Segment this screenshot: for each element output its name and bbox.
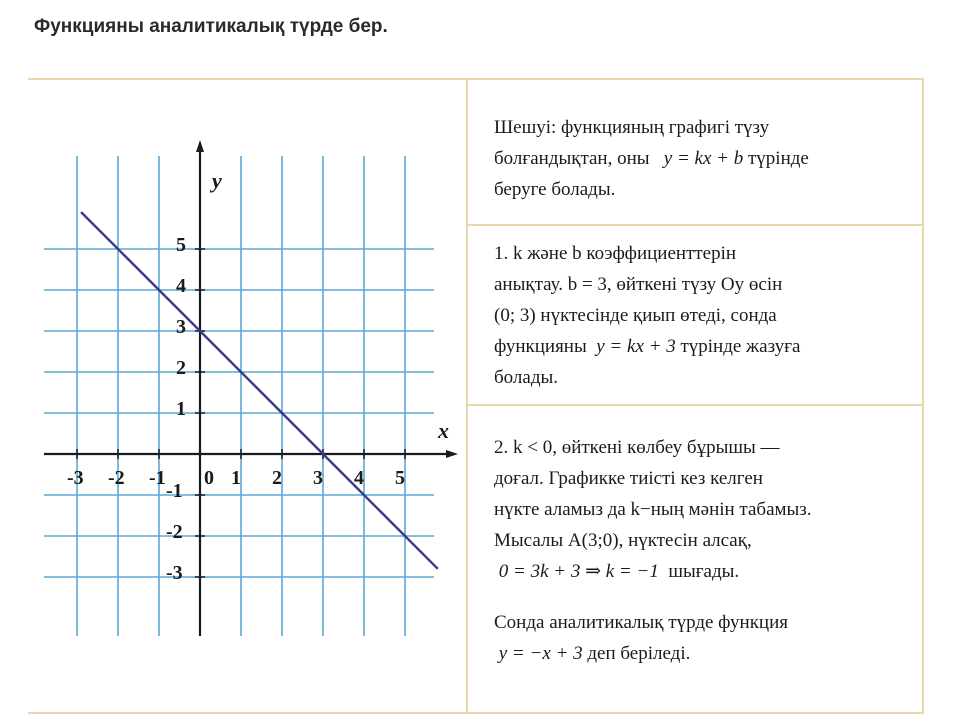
- x-axis-arrow: [446, 450, 458, 458]
- formula-final: y = −x + 3: [498, 643, 583, 664]
- intro-line-2: [494, 143, 904, 174]
- step2-line-7-tail: деп беріледі.: [587, 643, 691, 664]
- x-tick-label: -1: [149, 467, 166, 489]
- solution-step-intro: [468, 80, 922, 226]
- spacer: [494, 587, 904, 607]
- formula-solve-k: 0 = 3k + 3 ⇒ k = −1: [498, 561, 659, 582]
- x-tick-label: -3: [67, 467, 84, 489]
- y-tick-label: 1: [176, 398, 186, 420]
- step1-line-3: (0; 3) нүктесінде қиып өтеді, сонда: [494, 305, 777, 326]
- step2-line-3: нүкте аламыз да k−ның мәнін табамыз.: [494, 499, 812, 520]
- step2-line-6: Сонда аналитикалық түрде функция: [494, 612, 788, 633]
- y-tick-label: -1: [166, 480, 183, 502]
- intro-line-2-text: болғандықтан, оны: [494, 148, 650, 169]
- x-tick-label: 2: [272, 467, 282, 489]
- intro-line-3: беруге болады.: [494, 179, 616, 200]
- step2-line-7: [494, 638, 904, 669]
- step2-line-4: Мысалы A(3;0), нүктесін алсақ,: [494, 530, 752, 551]
- y-tick-label: -3: [166, 562, 183, 584]
- formula-y-kx-b: y = kx + b: [663, 148, 744, 169]
- x-tick-label: 5: [395, 467, 405, 489]
- function-line: [81, 212, 438, 569]
- y-axis-arrow: [196, 140, 204, 152]
- step1-line-4-tail: түрінде жазуға: [680, 336, 801, 357]
- step2-line-2: доғал. Графикке тиісті кез келген: [494, 468, 763, 489]
- page-title: Функцияны аналитикалық түрде бер.: [34, 16, 388, 37]
- intro-line-1: Шешуі: функцияның графигі түзу: [494, 117, 770, 138]
- solution-panel: [466, 80, 924, 712]
- intro-line-2-tail: түрінде: [747, 148, 809, 169]
- step2-line-5: [494, 556, 904, 587]
- x-tick-label: 3: [313, 467, 323, 489]
- y-tick-label: 2: [176, 357, 186, 379]
- formula-y-kx-3: y = kx + 3: [596, 336, 676, 357]
- x-axis-label: x: [438, 418, 449, 443]
- y-tick-label: 5: [176, 234, 186, 256]
- origin-label: 0: [204, 467, 214, 489]
- step2-line-5-tail: шығады.: [668, 561, 740, 582]
- step1-line-5: болады.: [494, 367, 559, 388]
- y-axis-label: y: [212, 168, 222, 193]
- step1-line-2: анықтау. b = 3, өйткені түзу Oy өсін: [494, 274, 783, 295]
- function-graph: [30, 80, 466, 712]
- y-tick-label: 4: [176, 275, 186, 297]
- chart-svg: [30, 80, 466, 712]
- x-tick-label: 4: [354, 467, 364, 489]
- x-tick-label: -2: [108, 467, 125, 489]
- x-tick-label: 1: [231, 467, 241, 489]
- step1-line-4: [494, 331, 904, 362]
- step1-line-1: 1. k және b коэффициенттерін: [494, 243, 737, 264]
- y-tick-label: 3: [176, 316, 186, 338]
- y-tick-label: -2: [166, 521, 183, 543]
- solution-step-2: [468, 406, 922, 712]
- step1-line-4-text: функцияны: [494, 336, 587, 357]
- solution-step-1: [468, 226, 922, 406]
- step2-line-1: 2. k < 0, өйткені көлбеу бұрышы —: [494, 437, 780, 458]
